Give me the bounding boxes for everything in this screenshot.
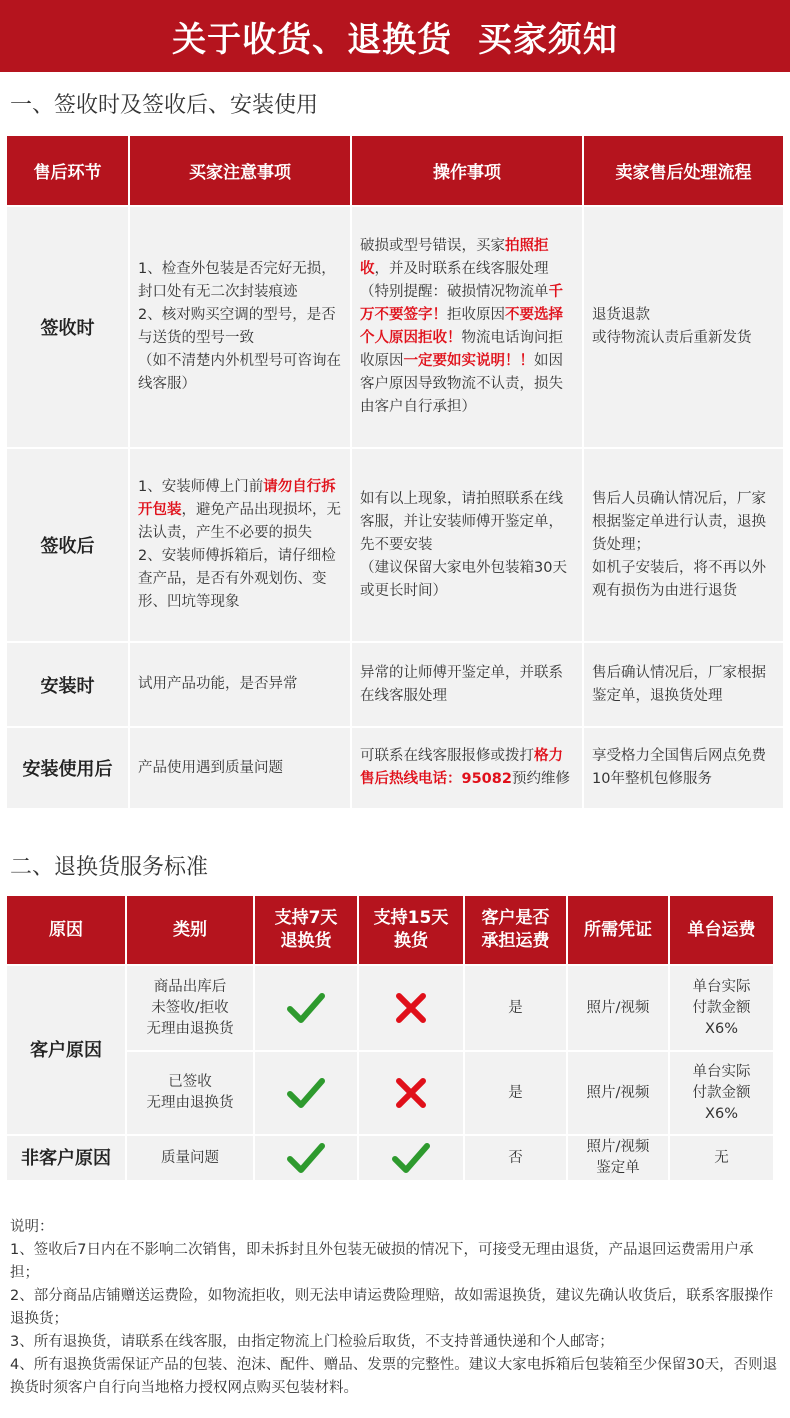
- buyer-notes-cell: [130, 207, 350, 447]
- note-text: （特别提醒：破损情况物流单: [360, 284, 549, 300]
- page-banner: [0, 0, 790, 72]
- note-text: 如因客户原因导致物流不认责，损失由客户自行承担）: [360, 353, 563, 415]
- stage-signing: 签收时: [7, 207, 128, 447]
- notes-item: 2、部分商品店铺赠送运费险，如物流拒收，则无法申请运费险理赔，故如需退换货，建议先确认收货后，联系客服操作退换货；: [10, 1288, 774, 1327]
- highlight-text: 拍照拒收: [360, 238, 549, 277]
- note-text: 破损或型号错误，: [360, 238, 476, 254]
- highlight-text: 格力售后热线电话：95082: [360, 748, 563, 787]
- note-text: 1、安装师傅上门前: [138, 479, 264, 495]
- note-text: 异常的让师傅开鉴定单，并联系在线客服处理: [360, 664, 563, 704]
- reason-customer: 客户原因: [7, 966, 125, 1134]
- category-cell: 商品出库后 未签收/拒收 无理由退换货: [127, 966, 253, 1050]
- check-icon: [287, 1141, 325, 1175]
- table-header-row: [7, 136, 783, 205]
- operation-cell: [352, 643, 582, 726]
- return-7day-cell: [255, 966, 357, 1050]
- cross-icon: [392, 1076, 430, 1110]
- page-title: 关于收货、退换货 买家须知: [172, 19, 618, 60]
- operation-cell: [352, 728, 582, 808]
- note-text: 试用产品功能，是否异常: [138, 676, 298, 692]
- highlight-text: 千万不要签字！: [360, 284, 563, 323]
- check-icon: [287, 991, 325, 1025]
- exchange-15day-cell: [359, 1052, 463, 1134]
- proof-cell: 照片/视频: [568, 1052, 668, 1134]
- notes-title: 说明：: [10, 1219, 54, 1235]
- note-text: 2、安装师傅拆箱后，请仔细检查产品，是否有外观划伤、变形、凹坑等现象: [138, 548, 336, 610]
- check-icon: [392, 1141, 430, 1175]
- signing-install-table: [5, 134, 785, 810]
- stage-after-signing: 签收后: [7, 449, 128, 641]
- note-text: 如有以上现象，请拍照联系在线客服，并让安装师傅开鉴定单，先不要安装: [360, 490, 563, 553]
- header-seller-process: 卖家售后处理流程: [584, 136, 783, 205]
- freight-borne-cell: 否: [465, 1136, 566, 1180]
- exchange-15day-cell: [359, 966, 463, 1050]
- section2-title: 二、退换货服务标准: [10, 854, 209, 880]
- notes-item: 3、所有退换货，请联系在线客服，由指定物流上门检验后取货，不支持普通快递和个人邮寄；: [10, 1334, 614, 1350]
- note-text: 产品使用遇到质量问题: [138, 759, 283, 776]
- stage-after-install: 安装使用后: [7, 728, 128, 808]
- notes-item: 4、所有退换货需保证产品的包装、泡沫、配件、赠品、发票的完整性。建议大家电拆箱后包装箱至少保留30天，否则退换货时须客户自行向当地格力授权网点购买包装材料。: [10, 1357, 778, 1396]
- highlight-text: 请勿自行拆开包装: [138, 479, 336, 518]
- category-cell: 已签收 无理由退换货: [127, 1052, 253, 1134]
- header-reason: 原因: [7, 896, 125, 964]
- note-text: 物流电话询问拒收原因: [360, 330, 563, 369]
- note-text: ，避免产品出现损坏，无法认责，产生不必要的损失: [138, 502, 341, 541]
- table-row: [7, 207, 783, 447]
- table-row: [7, 728, 783, 808]
- section1-title: 一、签收时及签收后、安装使用: [10, 92, 319, 118]
- header-stage: 售后环节: [7, 136, 128, 205]
- header-unit-freight: 单台运费: [670, 896, 773, 964]
- exchange-15day-cell: [359, 1136, 463, 1180]
- header-proof-required: 所需凭证: [568, 896, 668, 964]
- reason-non-customer: 非客户原因: [7, 1136, 125, 1180]
- header-freight-borne: 客户是否 承担运费: [465, 896, 566, 964]
- note-text: （如不清楚内外机型号可咨询在线客服）: [138, 353, 341, 392]
- operation-cell: [352, 449, 582, 641]
- unit-freight-cell: 无: [670, 1136, 773, 1180]
- freight-borne-cell: 是: [465, 966, 566, 1050]
- note-text: 买家: [476, 238, 505, 254]
- unit-freight-cell: 单台实际 付款金额X6%: [670, 1052, 773, 1134]
- category-cell: 质量问题: [127, 1136, 253, 1180]
- table-header-row: [7, 896, 773, 964]
- highlight-text: 不要选择个人原因拒收！: [360, 307, 563, 346]
- note-text: 预约维修: [511, 771, 570, 787]
- return-7day-cell: [255, 1136, 357, 1180]
- seller-process-cell: 退货退款 或待物流认责后重新发货: [584, 207, 783, 447]
- buyer-notes-cell: [130, 643, 350, 726]
- header-7day-return: 支持7天 退换货: [255, 896, 357, 964]
- stage-installing: 安装时: [7, 643, 128, 726]
- note-text: 2、核对购买空调的型号，是否与送货的型号一致: [138, 307, 336, 346]
- note-text: 1、检查外包装是否完好无损，封口处有无二次封装痕迹: [138, 261, 336, 300]
- operation-cell: [352, 207, 582, 447]
- table-row: [7, 643, 783, 726]
- highlight-text: 一定要如实说明！！: [403, 353, 534, 369]
- proof-cell: 照片/视频 鉴定单: [568, 1136, 668, 1180]
- seller-process-cell: 享受格力全国售后网点免费10年整机包修服务: [584, 728, 783, 808]
- table-row: [7, 966, 773, 1050]
- table-row: [7, 449, 783, 641]
- header-buyer-notes: 买家注意事项: [130, 136, 350, 205]
- header-category: 类别: [127, 896, 253, 964]
- unit-freight-cell: 单台实际 付款金额X6%: [670, 966, 773, 1050]
- notes-block: [10, 1216, 780, 1400]
- notes-item: 1、签收后7日内在不影响二次销售，即未拆封且外包装无破损的情况下，可接受无理由退货，产品退回运费需用户承担；: [10, 1242, 754, 1281]
- check-icon: [287, 1076, 325, 1110]
- buyer-notes-cell: [130, 449, 350, 641]
- seller-process-cell: 售后人员确认情况后，厂家根据鉴定单进行认责，退换货处理； 如机子安装后，将不再以外观有损伤为由进行退货: [584, 449, 783, 641]
- header-15day-exchange: 支持15天 换货: [359, 896, 463, 964]
- seller-process-cell: 售后确认情况后，厂家根据鉴定单，退换货处理: [584, 643, 783, 726]
- note-text: ，并及时联系在线客服处理: [374, 261, 549, 277]
- return-exchange-table: [5, 894, 775, 1182]
- note-text: （建议保留大家电外包装箱30天或更长时间）: [360, 559, 567, 599]
- buyer-notes-cell: [130, 728, 350, 808]
- return-7day-cell: [255, 1052, 357, 1134]
- note-text: 拒收原因: [447, 307, 505, 323]
- proof-cell: 照片/视频: [568, 966, 668, 1050]
- cross-icon: [392, 991, 430, 1025]
- header-operations: 操作事项: [352, 136, 582, 205]
- table-row: [7, 1136, 773, 1180]
- freight-borne-cell: 是: [465, 1052, 566, 1134]
- note-text: 可联系在线客服报修或拨打: [360, 748, 534, 764]
